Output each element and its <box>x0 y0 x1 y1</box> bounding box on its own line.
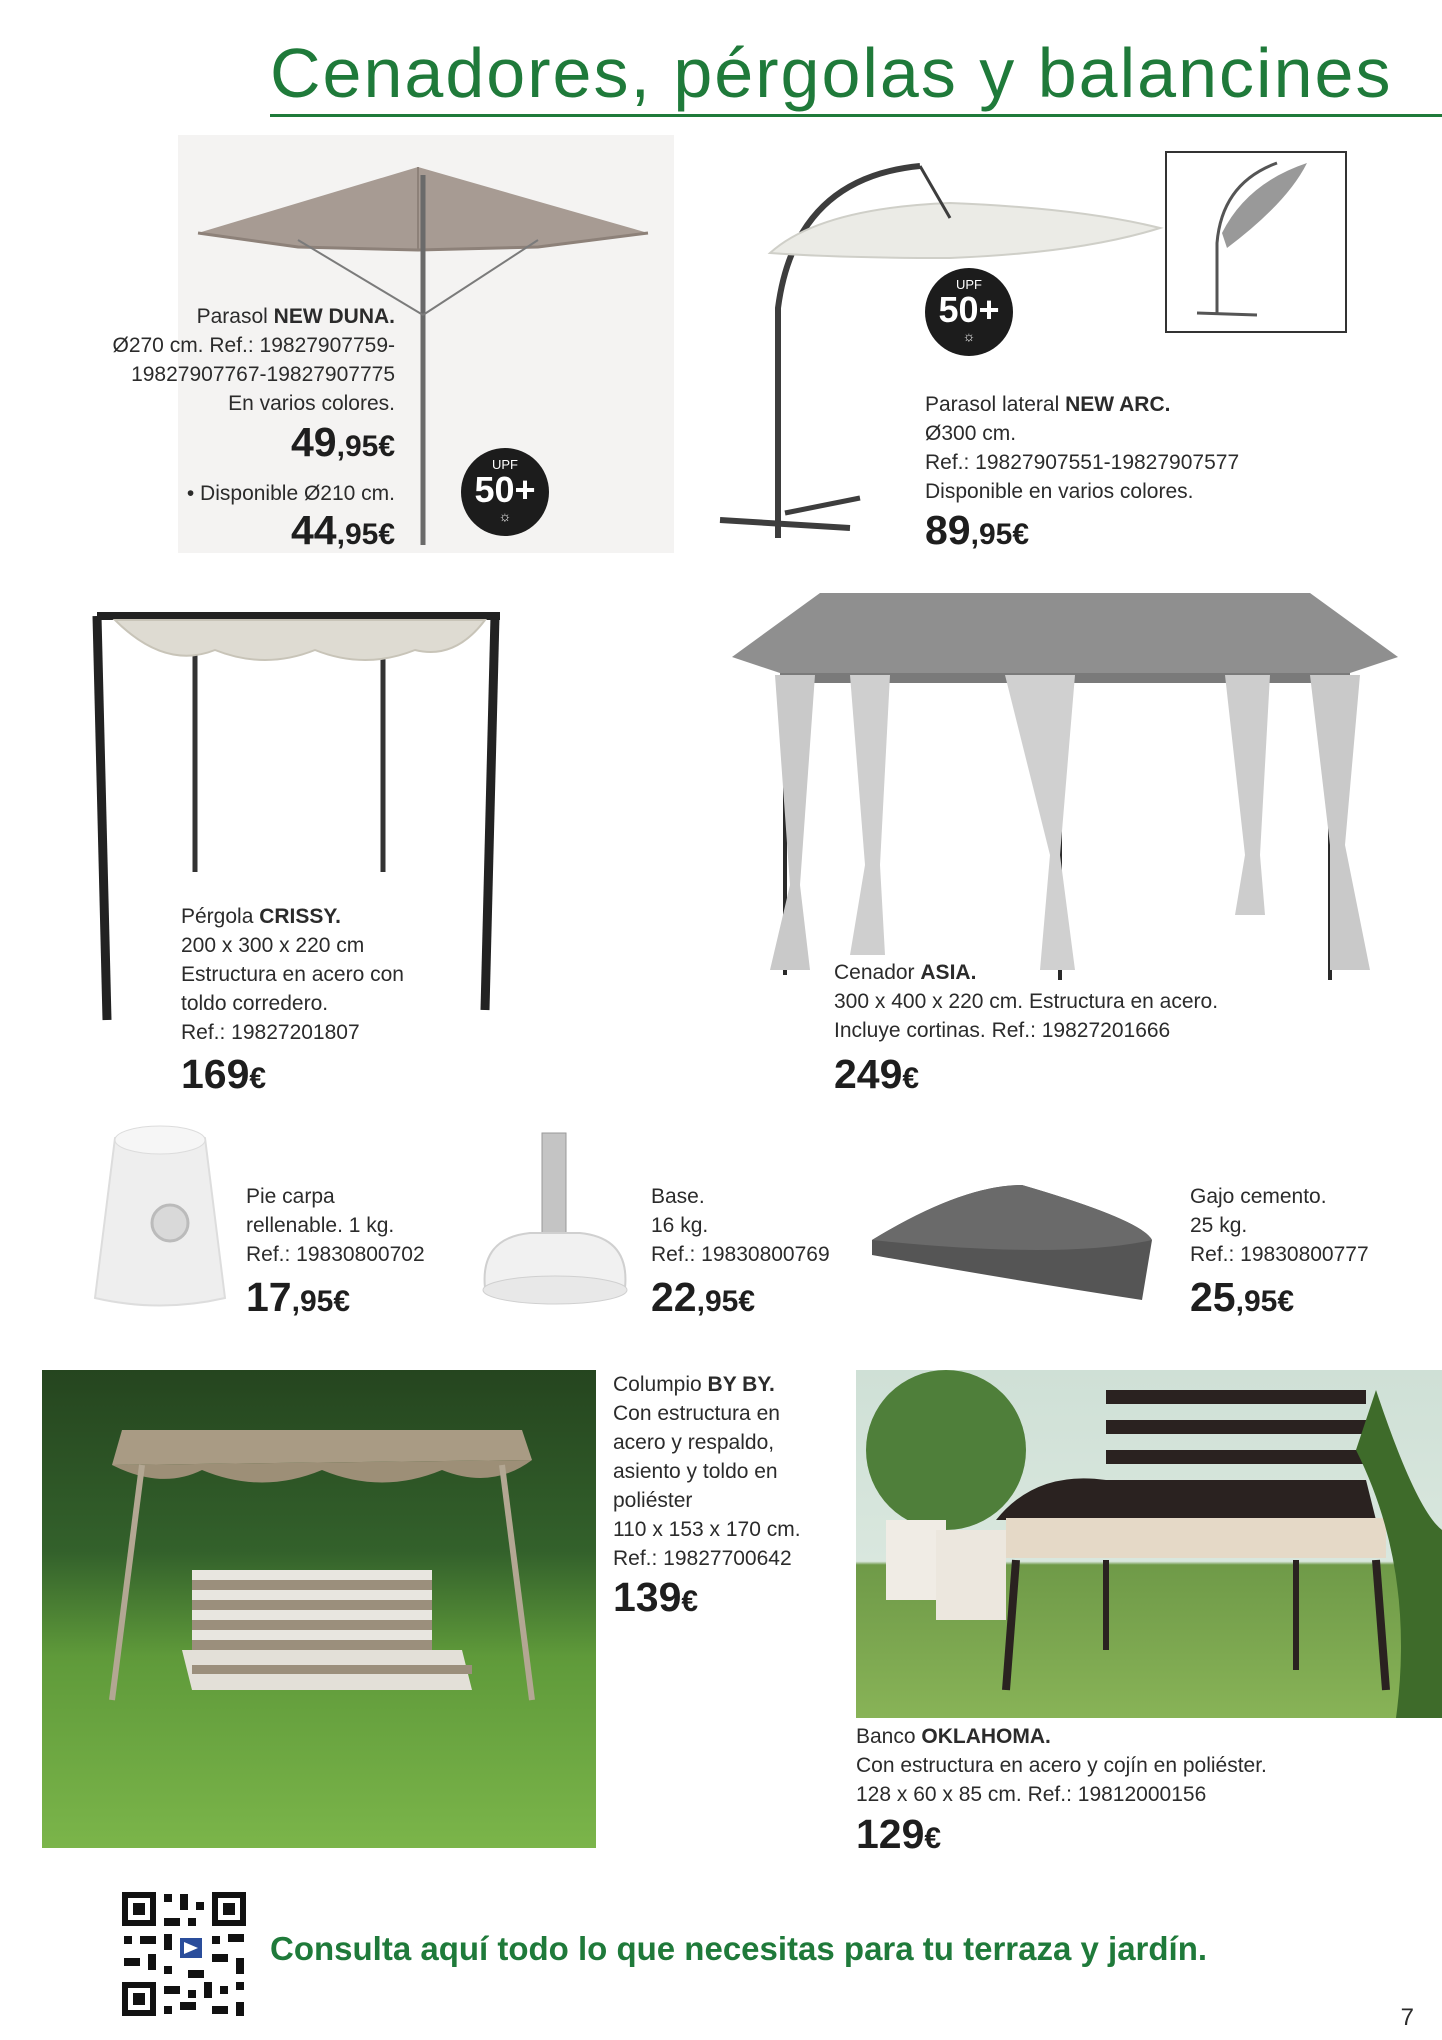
new-duna-line1: Ø270 cm. Ref.: 19827907759- <box>112 334 395 357</box>
gajo-line1: Gajo cemento. <box>1190 1185 1327 1208</box>
oklahoma-name: OKLAHOMA. <box>921 1725 1051 1748</box>
new-duna-price <box>40 419 395 465</box>
asia-name: ASIA. <box>920 961 977 984</box>
by-by-line3: asiento y toldo en <box>613 1460 778 1483</box>
by-by-price-dec: € <box>681 1585 699 1618</box>
upf-badge-value: 50+ <box>938 289 1000 330</box>
crissy-line4: Ref.: 19827201807 <box>181 1021 360 1044</box>
pie-carpa-line2: rellenable. 1 kg. <box>246 1214 395 1237</box>
new-arc-description <box>925 390 1375 506</box>
asia-line2: Incluye cortinas. Ref.: 19827201666 <box>834 1019 1171 1042</box>
oklahoma-price-int: 129 <box>856 1811 925 1857</box>
crissy-line3: toldo corredero. <box>181 992 329 1015</box>
new-duna-line2: 19827907767-19827907775 <box>131 363 395 386</box>
new-arc-prefix: Parasol lateral <box>925 393 1066 416</box>
sun-icon: ☼ <box>962 328 976 344</box>
by-by-line4: poliéster <box>613 1489 693 1512</box>
new-duna-variant-price-int: 44 <box>291 507 337 553</box>
asia-price-dec: € <box>902 1062 920 1095</box>
new-duna-price-dec: ,95€ <box>336 430 395 463</box>
by-by-line5: 110 x 153 x 170 cm. <box>613 1518 801 1541</box>
gajo-price-dec: ,95€ <box>1235 1285 1294 1318</box>
asia-line1: 300 x 400 x 220 cm. Estructura en acero. <box>834 990 1219 1013</box>
gajo-cemento-photo <box>862 1180 1162 1305</box>
asia-description <box>834 958 1394 1045</box>
pie-carpa-price-dec: ,95€ <box>291 1285 350 1318</box>
gajo-line3: Ref.: 19830800777 <box>1190 1243 1369 1266</box>
crissy-price-dec: € <box>249 1062 267 1095</box>
new-duna-variant-price-dec: ,95€ <box>336 518 395 551</box>
upf-badge-label: UPF <box>956 277 982 292</box>
crissy-prefix: Pérgola <box>181 905 260 928</box>
crissy-line1: 200 x 300 x 220 cm <box>181 934 365 957</box>
upf-badge-new-duna <box>461 448 549 536</box>
crissy-price <box>181 1051 267 1097</box>
by-by-price <box>613 1574 699 1620</box>
asia-price <box>834 1051 920 1097</box>
base-line1: Base. <box>651 1185 705 1208</box>
upf-badge-label: UPF <box>492 457 518 472</box>
pie-carpa-line3: Ref.: 19830800702 <box>246 1243 425 1266</box>
oklahoma-description <box>856 1722 1416 1809</box>
by-by-name: BY BY. <box>707 1373 775 1396</box>
qr-code[interactable] <box>118 1888 250 2020</box>
base-photo <box>470 1128 640 1308</box>
by-by-prefix: Columpio <box>613 1373 708 1396</box>
page-title: Cenadores, pérgolas y balancines <box>270 34 1393 112</box>
banco-oklahoma-photo <box>856 1370 1442 1718</box>
cenador-asia-photo <box>730 585 1400 985</box>
new-arc-thumbnail <box>1165 151 1347 333</box>
by-by-line6: Ref.: 19827700642 <box>613 1547 792 1570</box>
upf-badge-value: 50+ <box>474 469 536 510</box>
crissy-description <box>181 902 501 1047</box>
gajo-line2: 25 kg. <box>1190 1214 1248 1237</box>
new-arc-price-int: 89 <box>925 507 971 553</box>
asia-prefix: Cenador <box>834 961 921 984</box>
oklahoma-prefix: Banco <box>856 1725 922 1748</box>
pie-carpa-price <box>246 1274 350 1320</box>
base-description <box>651 1182 881 1269</box>
oklahoma-line2: 128 x 60 x 85 cm. Ref.: 19812000156 <box>856 1783 1207 1806</box>
new-duna-price-int: 49 <box>291 419 337 465</box>
upf-badge-new-arc <box>925 268 1013 356</box>
pie-carpa-line1: Pie carpa <box>246 1185 335 1208</box>
pie-carpa-photo <box>85 1118 235 1308</box>
base-price-dec: ,95€ <box>696 1285 755 1318</box>
crissy-price-int: 169 <box>181 1051 250 1097</box>
new-arc-line3: Disponible en varios colores. <box>925 480 1194 503</box>
oklahoma-price <box>856 1811 942 1857</box>
new-duna-name: NEW DUNA. <box>273 305 395 328</box>
by-by-line2: acero y respaldo, <box>613 1431 775 1454</box>
base-price-int: 22 <box>651 1274 697 1320</box>
new-arc-line2: Ref.: 19827907551-19827907577 <box>925 451 1240 474</box>
title-underline <box>270 114 1442 117</box>
base-price <box>651 1274 755 1320</box>
base-line2: 16 kg. <box>651 1214 709 1237</box>
footer-call-to-action: Consulta aquí todo lo que necesitas para tu terraza y jardín. <box>270 1930 1208 1967</box>
pie-carpa-price-int: 17 <box>246 1274 292 1320</box>
oklahoma-line1: Con estructura en acero y cojín en poliéster. <box>856 1754 1267 1777</box>
base-line3: Ref.: 19830800769 <box>651 1243 830 1266</box>
new-duna-description <box>40 302 395 418</box>
oklahoma-price-dec: € <box>924 1822 942 1855</box>
new-arc-name: NEW ARC. <box>1065 393 1171 416</box>
gajo-description <box>1190 1182 1430 1269</box>
gajo-price-int: 25 <box>1190 1274 1236 1320</box>
new-duna-prefix: Parasol <box>196 305 274 328</box>
by-by-line1: Con estructura en <box>613 1402 780 1425</box>
by-by-description <box>613 1370 843 1573</box>
gajo-price <box>1190 1274 1294 1320</box>
new-duna-variant: • Disponible Ø210 cm. <box>186 482 395 505</box>
columpio-by-by-photo <box>42 1370 596 1848</box>
page-number: 7 <box>1400 2004 1414 2031</box>
new-arc-price-dec: ,95€ <box>970 518 1029 551</box>
new-duna-line3: En varios colores. <box>228 392 395 415</box>
crissy-line2: Estructura en acero con <box>181 963 404 986</box>
sun-icon: ☼ <box>498 508 512 524</box>
new-arc-price <box>925 507 1029 553</box>
new-arc-line1: Ø300 cm. <box>925 422 1017 445</box>
new-duna-variant-price <box>40 507 395 553</box>
crissy-name: CRISSY. <box>259 905 341 928</box>
pie-carpa-description <box>246 1182 476 1269</box>
by-by-price-int: 139 <box>613 1574 682 1620</box>
asia-price-int: 249 <box>834 1051 903 1097</box>
